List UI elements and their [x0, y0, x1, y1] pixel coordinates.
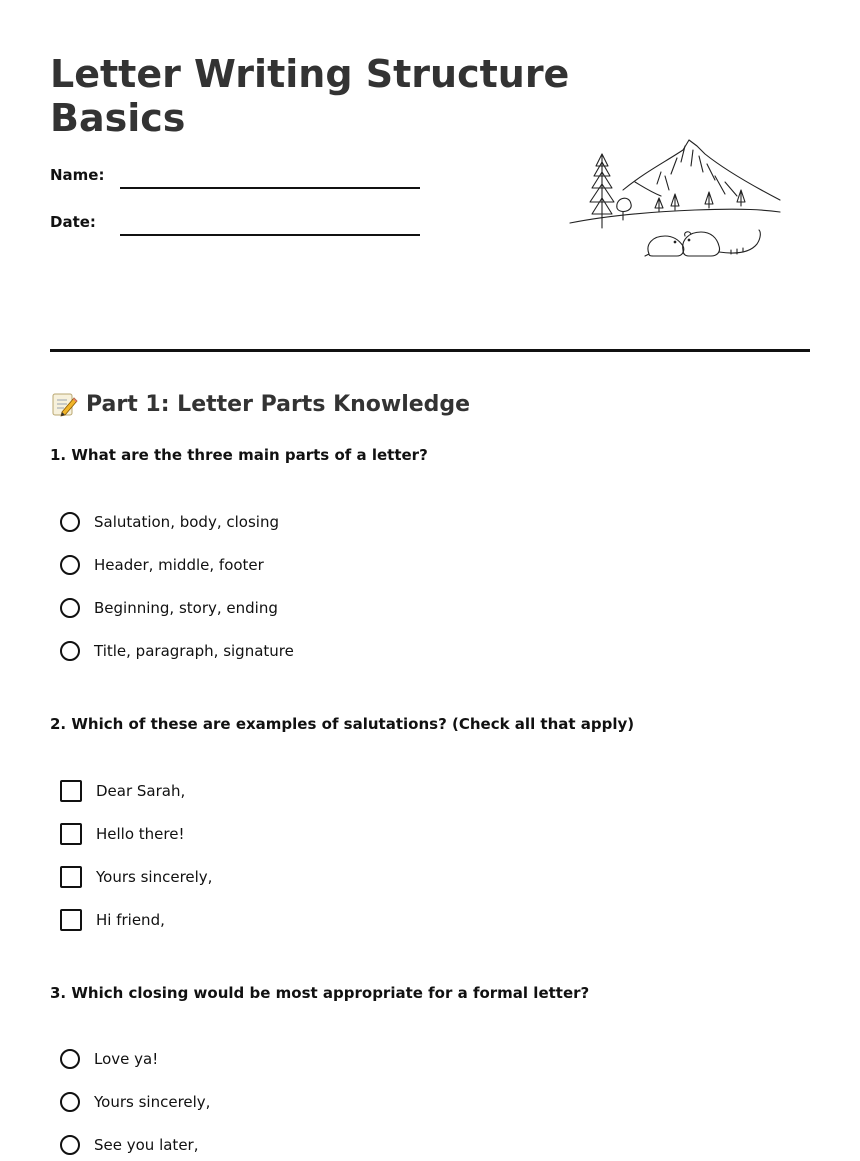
q2-option-4[interactable]: [60, 907, 165, 933]
option-label: See you later,: [94, 1136, 199, 1154]
option-label: Yours sincerely,: [94, 1093, 211, 1111]
q3-option-1[interactable]: [60, 1046, 158, 1072]
date-label: Date:: [50, 213, 96, 231]
radio-button[interactable]: [60, 641, 80, 661]
option-label: Love ya!: [94, 1050, 159, 1068]
option-label: Hi friend,: [96, 911, 165, 929]
q1-option-1[interactable]: [60, 509, 279, 535]
option-label: Title, paragraph, signature: [94, 642, 294, 660]
q2-option-1[interactable]: [60, 778, 185, 804]
landscape-illustration: [565, 132, 785, 264]
checkbox[interactable]: [60, 823, 82, 845]
checkbox[interactable]: [60, 866, 82, 888]
option-label: Dear Sarah,: [96, 782, 186, 800]
section-divider: [50, 349, 810, 352]
q3-option-2[interactable]: [60, 1089, 210, 1115]
option-label: Salutation, body, closing: [94, 513, 279, 531]
radio-button[interactable]: [60, 555, 80, 575]
section-title-text: Part 1: Letter Parts Knowledge: [86, 391, 471, 417]
q1-option-4[interactable]: [60, 638, 294, 664]
name-input-line[interactable]: [120, 187, 420, 189]
radio-button[interactable]: [60, 512, 80, 532]
radio-button[interactable]: [60, 1092, 80, 1112]
option-label: Hello there!: [96, 825, 185, 843]
q1-option-2[interactable]: [60, 552, 264, 578]
option-label: Header, middle, footer: [94, 556, 264, 574]
q2-option-2[interactable]: [60, 821, 184, 847]
q2-option-3[interactable]: [60, 864, 212, 890]
worksheet-title: Letter Writing Structure Basics: [50, 52, 570, 140]
option-label: Beginning, story, ending: [94, 599, 278, 617]
name-label: Name:: [50, 166, 105, 184]
memo-pencil-icon: [50, 390, 78, 418]
question-2-text: 2. Which of these are examples of salutations? (Check all that apply): [50, 715, 635, 733]
option-label: Yours sincerely,: [96, 868, 213, 886]
radio-button[interactable]: [60, 1049, 80, 1069]
radio-button[interactable]: [60, 598, 80, 618]
checkbox[interactable]: [60, 780, 82, 802]
checkbox[interactable]: [60, 909, 82, 931]
question-3-text: 3. Which closing would be most appropriate for a formal letter?: [50, 984, 590, 1002]
question-1-text: 1. What are the three main parts of a letter?: [50, 446, 428, 464]
section-title-part-1: [50, 388, 470, 420]
date-input-line[interactable]: [120, 234, 420, 236]
q3-option-3[interactable]: [60, 1132, 198, 1158]
radio-button[interactable]: [60, 1135, 80, 1155]
q1-option-3[interactable]: [60, 595, 278, 621]
